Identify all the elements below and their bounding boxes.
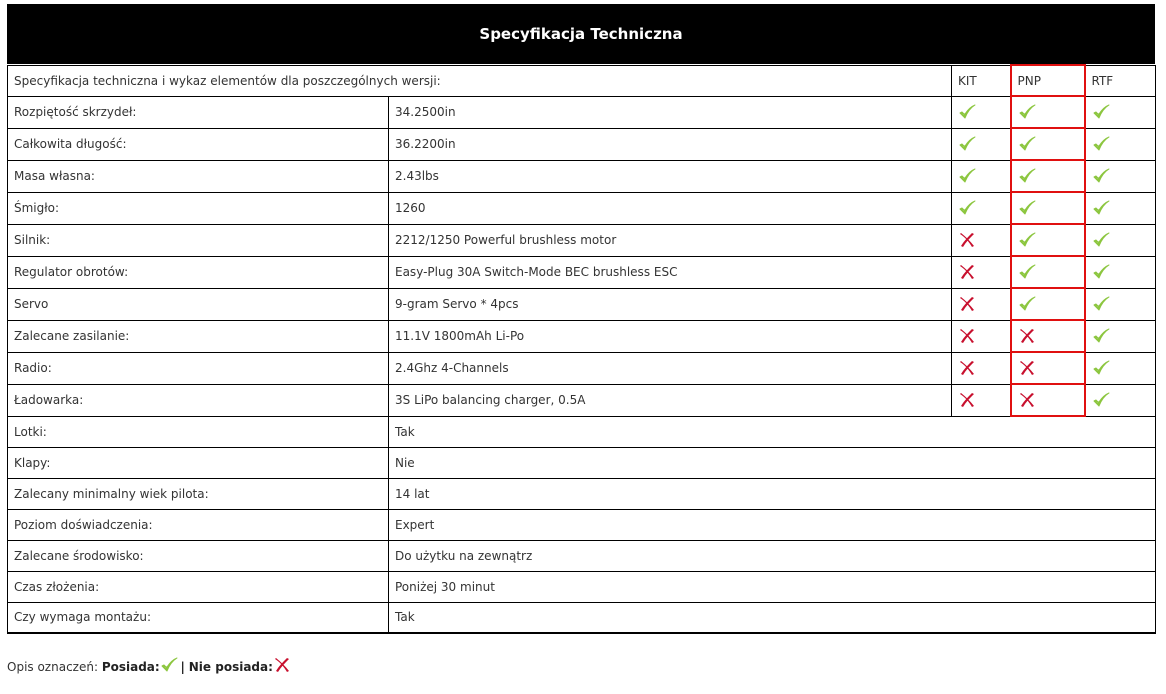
col-pnp-header: PNP — [1011, 65, 1085, 96]
legend — [7, 660, 290, 674]
spec-header-label: Specyfikacja techniczna i wykaz elementów dla poszczególnych wersji: — [8, 65, 952, 96]
kit-mark — [952, 224, 1011, 256]
spec-title: Specyfikacja Techniczna — [7, 4, 1155, 64]
rtf-mark — [1085, 256, 1156, 288]
spec-row — [8, 224, 1156, 256]
rtf-mark — [1085, 224, 1156, 256]
legend-separator: | — [180, 660, 185, 674]
info-row — [8, 602, 1156, 633]
pnp-mark — [1011, 320, 1085, 352]
info-row — [8, 571, 1156, 602]
spec-row — [8, 288, 1156, 320]
info-label: Zalecany minimalny wiek pilota: — [8, 478, 389, 509]
kit-mark — [952, 384, 1011, 416]
spec-row — [8, 320, 1156, 352]
spec-value: 36.2200in — [389, 128, 952, 160]
check-icon — [1092, 135, 1110, 153]
spec-label: Rozpiętość skrzydeł: — [8, 96, 389, 128]
spec-row — [8, 352, 1156, 384]
info-value: Nie — [389, 447, 1156, 478]
spec-label: Radio: — [8, 352, 389, 384]
pnp-mark — [1011, 352, 1085, 384]
cross-icon — [1018, 327, 1036, 345]
spec-row — [8, 256, 1156, 288]
spec-value: 11.1V 1800mAh Li-Po — [389, 320, 952, 352]
check-icon — [958, 167, 976, 185]
kit-mark — [952, 96, 1011, 128]
check-icon — [1092, 327, 1110, 345]
spec-value: Easy-Plug 30A Switch-Mode BEC brushless ESC — [389, 256, 952, 288]
info-label: Klapy: — [8, 447, 389, 478]
pnp-mark — [1011, 160, 1085, 192]
spec-value: 2.4Ghz 4-Channels — [389, 352, 952, 384]
kit-mark — [952, 320, 1011, 352]
cross-icon — [1018, 359, 1036, 377]
pnp-mark — [1011, 224, 1085, 256]
spec-label: Masa własna: — [8, 160, 389, 192]
rtf-mark — [1085, 160, 1156, 192]
pnp-mark — [1011, 96, 1085, 128]
rtf-mark — [1085, 320, 1156, 352]
info-row — [8, 478, 1156, 509]
spec-row — [8, 160, 1156, 192]
check-icon — [1092, 295, 1110, 313]
check-icon — [1018, 263, 1036, 281]
cross-icon — [958, 231, 976, 249]
cross-icon — [958, 263, 976, 281]
cross-icon — [1018, 391, 1036, 409]
kit-mark — [952, 128, 1011, 160]
pnp-mark — [1011, 288, 1085, 320]
spec-row — [8, 192, 1156, 224]
check-icon — [1018, 295, 1036, 313]
col-kit-header: KIT — [952, 65, 1011, 96]
cross-icon — [958, 391, 976, 409]
info-value: Tak — [389, 602, 1156, 633]
rtf-mark — [1085, 128, 1156, 160]
spec-value: 3S LiPo balancing charger, 0.5A — [389, 384, 952, 416]
spec-value: 9-gram Servo * 4pcs — [389, 288, 952, 320]
legend-not-label: Nie posiada: — [188, 660, 273, 674]
pnp-mark — [1011, 384, 1085, 416]
info-row — [8, 540, 1156, 571]
info-label: Lotki: — [8, 416, 389, 447]
check-icon — [1018, 199, 1036, 217]
cross-icon — [958, 327, 976, 345]
check-icon — [1018, 167, 1036, 185]
info-row — [8, 447, 1156, 478]
check-icon — [1018, 231, 1036, 249]
info-row — [8, 509, 1156, 540]
cross-icon — [958, 359, 976, 377]
check-icon — [1092, 263, 1110, 281]
spec-label: Regulator obrotów: — [8, 256, 389, 288]
rtf-mark — [1085, 384, 1156, 416]
check-icon — [1092, 103, 1110, 121]
kit-mark — [952, 288, 1011, 320]
spec-row — [8, 128, 1156, 160]
spec-value: 2.43lbs — [389, 160, 952, 192]
check-icon — [160, 656, 177, 673]
check-icon — [958, 199, 976, 217]
check-icon — [1092, 391, 1110, 409]
check-icon — [1018, 103, 1036, 121]
check-icon — [1092, 231, 1110, 249]
info-label: Czy wymaga montażu: — [8, 602, 389, 633]
spec-header-row — [8, 65, 1156, 96]
rtf-mark — [1085, 96, 1156, 128]
kit-mark — [952, 192, 1011, 224]
spec-label: Zalecane zasilanie: — [8, 320, 389, 352]
rtf-mark — [1085, 288, 1156, 320]
info-row — [8, 416, 1156, 447]
legend-prefix: Opis oznaczeń: — [7, 660, 98, 674]
kit-mark — [952, 256, 1011, 288]
info-label: Poziom doświadczenia: — [8, 509, 389, 540]
kit-mark — [952, 160, 1011, 192]
col-rtf-header: RTF — [1085, 65, 1156, 96]
check-icon — [1092, 199, 1110, 217]
check-icon — [958, 135, 976, 153]
rtf-mark — [1085, 352, 1156, 384]
spec-label: Śmigło: — [8, 192, 389, 224]
check-icon — [958, 103, 976, 121]
spec-value: 2212/1250 Powerful brushless motor — [389, 224, 952, 256]
info-value: 14 lat — [389, 478, 1156, 509]
info-label: Zalecane środowisko: — [8, 540, 389, 571]
pnp-mark — [1011, 256, 1085, 288]
spec-label: Servo — [8, 288, 389, 320]
spec-row — [8, 384, 1156, 416]
info-value: Do użytku na zewnątrz — [389, 540, 1156, 571]
spec-row — [8, 96, 1156, 128]
pnp-mark — [1011, 128, 1085, 160]
pnp-mark — [1011, 192, 1085, 224]
info-label: Czas złożenia: — [8, 571, 389, 602]
info-value: Tak — [389, 416, 1156, 447]
kit-mark — [952, 352, 1011, 384]
check-icon — [1092, 167, 1110, 185]
check-icon — [1092, 359, 1110, 377]
check-icon — [1018, 135, 1036, 153]
spec-label: Całkowita długość: — [8, 128, 389, 160]
rtf-mark — [1085, 192, 1156, 224]
spec-label: Ładowarka: — [8, 384, 389, 416]
spec-label: Silnik: — [8, 224, 389, 256]
info-value: Poniżej 30 minut — [389, 571, 1156, 602]
spec-value: 34.2500in — [389, 96, 952, 128]
cross-icon — [273, 656, 290, 673]
cross-icon — [958, 295, 976, 313]
spec-table — [7, 64, 1156, 634]
spec-value: 1260 — [389, 192, 952, 224]
spec-section — [7, 4, 1155, 634]
info-value: Expert — [389, 509, 1156, 540]
legend-has-label: Posiada: — [101, 660, 160, 674]
